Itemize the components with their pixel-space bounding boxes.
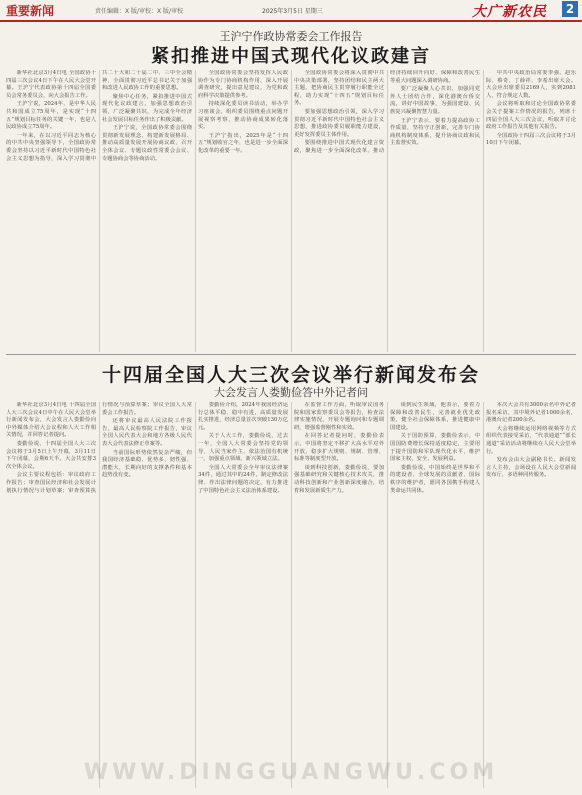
article2-kicker: 大会发言人娄勤俭答中外记者问 bbox=[214, 386, 368, 399]
body-paragraph: 会议将听取和讨论全国政协常委会关于提案工作情况的报告，列席十四届全国人大三次会议，听取并讨论政府工作报告及其他有关报告。 bbox=[486, 101, 576, 131]
article1-body bbox=[6, 70, 576, 352]
body-paragraph: 当前国际形势依然复杂严峻，但我国经济基础稳、优势多、韧性强、潜能大，长期向好的支撑条件和基本趋势没有变。 bbox=[102, 449, 192, 479]
body-paragraph: 王沪宁说，全国政协常委会围绕贯彻新发展理念、构建新发展格局、推动高质量发展开展协商议政，召开全体会议、专题议政性常委会会议、专题协商会等协商活动。 bbox=[102, 125, 192, 162]
body-paragraph: 本次大会共有3000余名中外记者报名采访，其中境外记者1000余名，港澳台记者200余名。 bbox=[486, 402, 576, 424]
body-paragraph: 全国政协常委会坚持发挥人民政协作为专门协商机构作用，深入开展调查研究，提出意见建议，为党和政府科学决策提供参考。 bbox=[198, 70, 288, 99]
body-paragraph: 娄勤俭介绍，2024年我国经济运行总体平稳、稳中有进，高质量发展扎实推进，经济总量首次突破130万亿元。 bbox=[198, 402, 288, 431]
section-title: 重要新闻 bbox=[6, 4, 55, 18]
body-paragraph: 在监督工作方面，听取审议国务院和国家监察委员会等报告，检查法律实施情况，开展专题询问和专题调研，增强监督刚性和实效。 bbox=[294, 402, 384, 431]
article2-headline: 十四届全国人大三次会议举行新闻发布会 bbox=[101, 364, 480, 386]
page-number-badge: 2 bbox=[562, 1, 578, 17]
article2-body bbox=[6, 402, 576, 788]
body-paragraph: 持续深化委员读书活动，举办学习座谈会，组织委员围绕重点问题开展视察考察，推动协商成果转化落实。 bbox=[198, 101, 288, 131]
body-paragraph: 关于人大工作，娄勤俭说，过去一年，全国人大常委会坚持党的领导、人民当家作主、依法治国有机统一，加强重点领域、新兴领域立法。 bbox=[198, 433, 288, 463]
body-paragraph: 发布会由大会副秘书长、新闻发言人主持，会场设在人民大会堂新闻发布厅，多语种同传服务。 bbox=[486, 457, 576, 479]
body-paragraph: 关于国防预算，娄勤俭表示，中国国防费增长保持适度稳定，主要用于提升国防和军队现代化水平，维护国家主权、安全、发展利益。 bbox=[390, 433, 480, 463]
body-paragraph: 新华社北京3月4日电 十四届全国人大三次会议4日中午在人民大会堂举行新闻发布会，大会发言人娄勤俭向中外媒体介绍大会议程和人大工作相关情况，并回答记者提问。 bbox=[6, 402, 96, 439]
newspaper-masthead: 大广新农民 bbox=[472, 4, 547, 20]
body-paragraph: 大会将继续运用网络视频等方式组织代表接受采访，“代表通道”“部长通道”采访活动将继续在人民大会堂举行。 bbox=[486, 425, 576, 455]
body-paragraph: 还将审议最高人民法院工作报告、最高人民检察院工作报告，审议全国人民代表大会和地方各级人民代表大会代表法修正草案等。 bbox=[102, 418, 192, 447]
body-paragraph: 聚焦中心任务，紧扣推进中国式现代化议政建言，加强思想政治引领，广泛凝聚共识，为完成全年经济社会发展目标任务作出了积极贡献。 bbox=[102, 93, 192, 123]
body-paragraph: 新华社北京3月4日电 全国政协十四届三次会议4日下午在人民大会堂开幕。王沪宁代表政协第十四届全国委员会常务委员会，向大会报告工作。 bbox=[6, 70, 96, 99]
editor-credits: 责任编辑：X 版/审校：X 版/审校 bbox=[95, 8, 184, 15]
body-paragraph: 王沪宁指出，2025年是“十四五”规划收官之年，也是进一步全面深化改革的重要一年。 bbox=[198, 132, 288, 154]
body-paragraph: 要广泛凝聚人心共识，加强同党外人士团结合作，深化港澳台侨交流，讲好中国故事，为强国建设、民族复兴凝聚智慧力量。 bbox=[390, 86, 480, 115]
body-paragraph: 中共中央政治局常委李强、赵乐际、蔡奇、丁薛祥、李希出席大会。大会应出席委员2169人，实到2081人，符合规定人数。 bbox=[486, 70, 576, 99]
body-paragraph: 谈到科技创新，娄勤俭说，要加强基础研究和关键核心技术攻关，推动科技创新和产业创新深度融合，培育和发展新质生产力。 bbox=[294, 464, 384, 494]
body-paragraph: 在回答记者提问时，娄勤俭表示，中国将坚定不移扩大高水平对外开放，稳步扩大规则、规制、管理、标准等制度型开放。 bbox=[294, 433, 384, 463]
body-paragraph: 要加强思想政治引领，深入学习贯彻习近平新时代中国特色社会主义思想，推进政协委员履职能力建设，更好发挥委员主体作用。 bbox=[294, 108, 384, 138]
body-paragraph: 一年来，在以习近平同志为核心的中共中央坚强领导下，全国政协常委会坚持以习近平新时代中国特色社会主义思想为指导，深入学习贯彻中共二十大和二十届二中、三中全会精神，全面贯彻习近平总书记关于加强和改进人民政协工作的重要思想。 bbox=[6, 70, 192, 162]
issue-date: 2025年3月5日 星期三 bbox=[262, 8, 323, 15]
body-paragraph: 娄勤俭说，中国始终是世界和平的建设者、全球发展的贡献者、国际秩序的维护者，愿同各国携手构建人类命运共同体。 bbox=[390, 464, 480, 494]
body-paragraph: 娄勤俭说，十四届全国人大三次会议将于3月5日上午开幕，3月11日下午闭幕，会期6天半。大会共安排3次全体会议。 bbox=[6, 440, 96, 470]
body-paragraph: 全国政协十四届三次会议将于3月10日下午闭幕。 bbox=[486, 132, 576, 147]
article1-headline: 紧扣推进中国式现代化议政建言 bbox=[151, 46, 431, 67]
body-paragraph: 王沪宁说，2024年，是中华人民共和国成立75周年，是实现“十四五”规划目标任务的关键一年，也是人民政协成立75周年。 bbox=[6, 101, 96, 131]
article1-kicker: 王沪宁作政协常委会工作报告 bbox=[219, 30, 363, 43]
body-paragraph: 全国政协常委会将深入贯彻中共中央决策部署，坚持团结和民主两大主题，把协商民主贯穿履行职能全过程，助力实现“十四五”规划目标任务。 bbox=[294, 70, 384, 107]
body-paragraph: 谈到民生领域，他表示，要着力保障和改善民生，完善就业优先政策，健全社会保障体系，推进健康中国建设。 bbox=[390, 402, 480, 431]
watermark-text: WWW.DINGGUANGWU.COM bbox=[83, 760, 499, 785]
article-divider bbox=[6, 354, 576, 355]
page-header-bar bbox=[0, 0, 582, 22]
body-paragraph: 全国人大常委会全年审议法律案34件，通过其中的24件，制定修改法律、作出法律问题的决定，有力推进了中国特色社会主义法治体系建设。 bbox=[198, 464, 288, 494]
body-paragraph: 要围绕推进中国式现代化建言资政，聚焦进一步全面深化改革、推动经济持续回升向好、保障和改善民生等重大问题深入调研协商。 bbox=[294, 70, 480, 154]
body-paragraph: 王沪宁表示，要着力提高政协工作质量，坚持守正创新，完善专门协商机构制度体系，提升协商议政和民主监督实效。 bbox=[390, 117, 480, 147]
body-paragraph: 会议主要议程包括：审议政府工作报告；审查国民经济和社会发展计划执行情况与计划草案；审查预算执行情况与预算草案；审议全国人大常委会工作报告。 bbox=[6, 402, 192, 494]
